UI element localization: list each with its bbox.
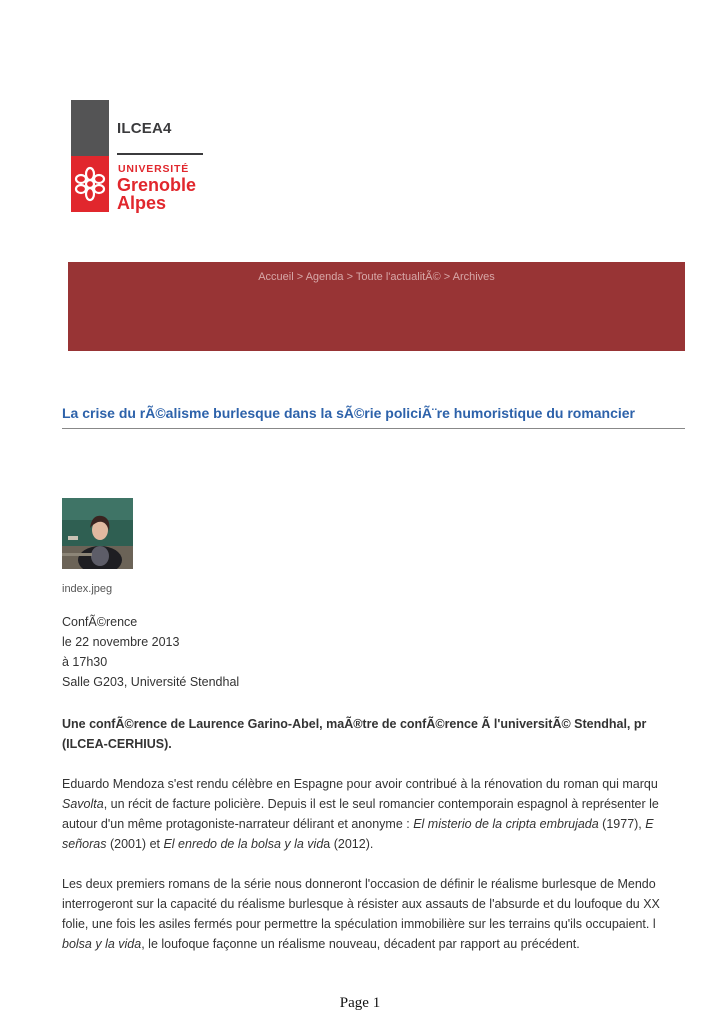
flower-icon	[74, 161, 106, 207]
event-type: ConfÃ©rence	[62, 615, 138, 629]
text: a (2012).	[323, 837, 374, 851]
paragraph-line	[62, 814, 685, 834]
paragraph-line	[62, 934, 685, 954]
breadcrumb-archives[interactable]: Archives	[452, 271, 495, 283]
book-title: bolsa y la vida	[62, 937, 142, 951]
paragraph-line	[62, 834, 685, 854]
text: (2001) et	[106, 837, 164, 851]
page-number: Page 1	[339, 995, 381, 1011]
speaker-photo-image	[62, 498, 133, 569]
logo-region: Alpes	[117, 193, 167, 213]
text: (1977),	[598, 817, 646, 831]
book-title: E	[645, 817, 654, 831]
image-caption: index.jpeg	[62, 583, 113, 595]
title-divider	[62, 428, 685, 429]
book-title: El enredo de la bolsa y la vid	[163, 837, 324, 851]
book-title: Savolta	[62, 797, 104, 811]
breadcrumb-separator: >	[346, 271, 356, 283]
text: , un récit de facture policière. Depuis il est le seul romancier contemporain espagnol à représenter le	[103, 797, 659, 811]
book-title: El misterio de la cripta embrujada	[413, 817, 599, 831]
body-paragraph-1	[62, 774, 685, 854]
logo-divider	[117, 153, 203, 155]
breadcrumb-news[interactable]: Toute l'actualitÃ©	[355, 271, 441, 283]
paragraph-line	[62, 874, 685, 894]
event-details	[62, 612, 239, 692]
body-paragraph-2	[62, 874, 685, 954]
event-place: Salle G203, Université Stendhal	[62, 675, 240, 689]
text: folie, une fois les asiles fermés pour permettre la spéculation immobilière sur les terrains qu'ils occupaient. l	[62, 917, 656, 931]
logo-city: Grenoble	[117, 175, 197, 195]
breadcrumb	[68, 271, 685, 283]
header-banner	[68, 262, 685, 351]
logo-org-name: ILCEA4	[117, 120, 172, 137]
logo-university: UNIVERSITÉ	[118, 163, 190, 175]
university-logo[interactable]	[71, 100, 206, 212]
paragraph-line	[62, 774, 685, 794]
breadcrumb-separator: >	[296, 271, 306, 283]
paragraph-line	[62, 894, 685, 914]
page-title: La crise du rÃ©alisme burlesque dans la sÃ©rie policiÃ¨re humoristique du romancier	[62, 405, 636, 421]
text: autour d'un même protagoniste-narrateur délirant et anonyme :	[62, 817, 414, 831]
book-title: señoras	[62, 837, 107, 851]
intro-paragraph	[62, 714, 685, 754]
intro-line: Une confÃ©rence de Laurence Garino-Abel, maÃ®tre de confÃ©rence Ã l'universitÃ© Stendhal, pr	[62, 717, 647, 731]
text: Les deux premiers romans de la série nous donneront l'occasion de définir le réalisme burlesque de Mendo	[62, 877, 656, 891]
event-time: à 17h30	[62, 655, 108, 669]
breadcrumb-separator: >	[443, 271, 453, 283]
logo-grey-block	[71, 100, 109, 156]
text: Eduardo Mendoza s'est rendu célèbre en Espagne pour avoir contribué à la rénovation du roman qui marqu	[62, 777, 658, 791]
text: , le loufoque façonne un réalisme nouveau, décadent par rapport au précédent.	[141, 937, 580, 951]
intro-line: (ILCEA-CERHIUS).	[62, 737, 172, 751]
text: interrogeront sur la capacité du réalisme burlesque à résister aux assauts de l'absurde et du loufoque du XX	[62, 897, 660, 911]
paragraph-line	[62, 794, 685, 814]
event-date: le 22 novembre 2013	[62, 635, 180, 649]
speaker-photo[interactable]	[62, 498, 133, 569]
breadcrumb-home[interactable]: Accueil	[258, 271, 294, 283]
paragraph-line	[62, 914, 685, 934]
breadcrumb-agenda[interactable]: Agenda	[305, 271, 344, 283]
